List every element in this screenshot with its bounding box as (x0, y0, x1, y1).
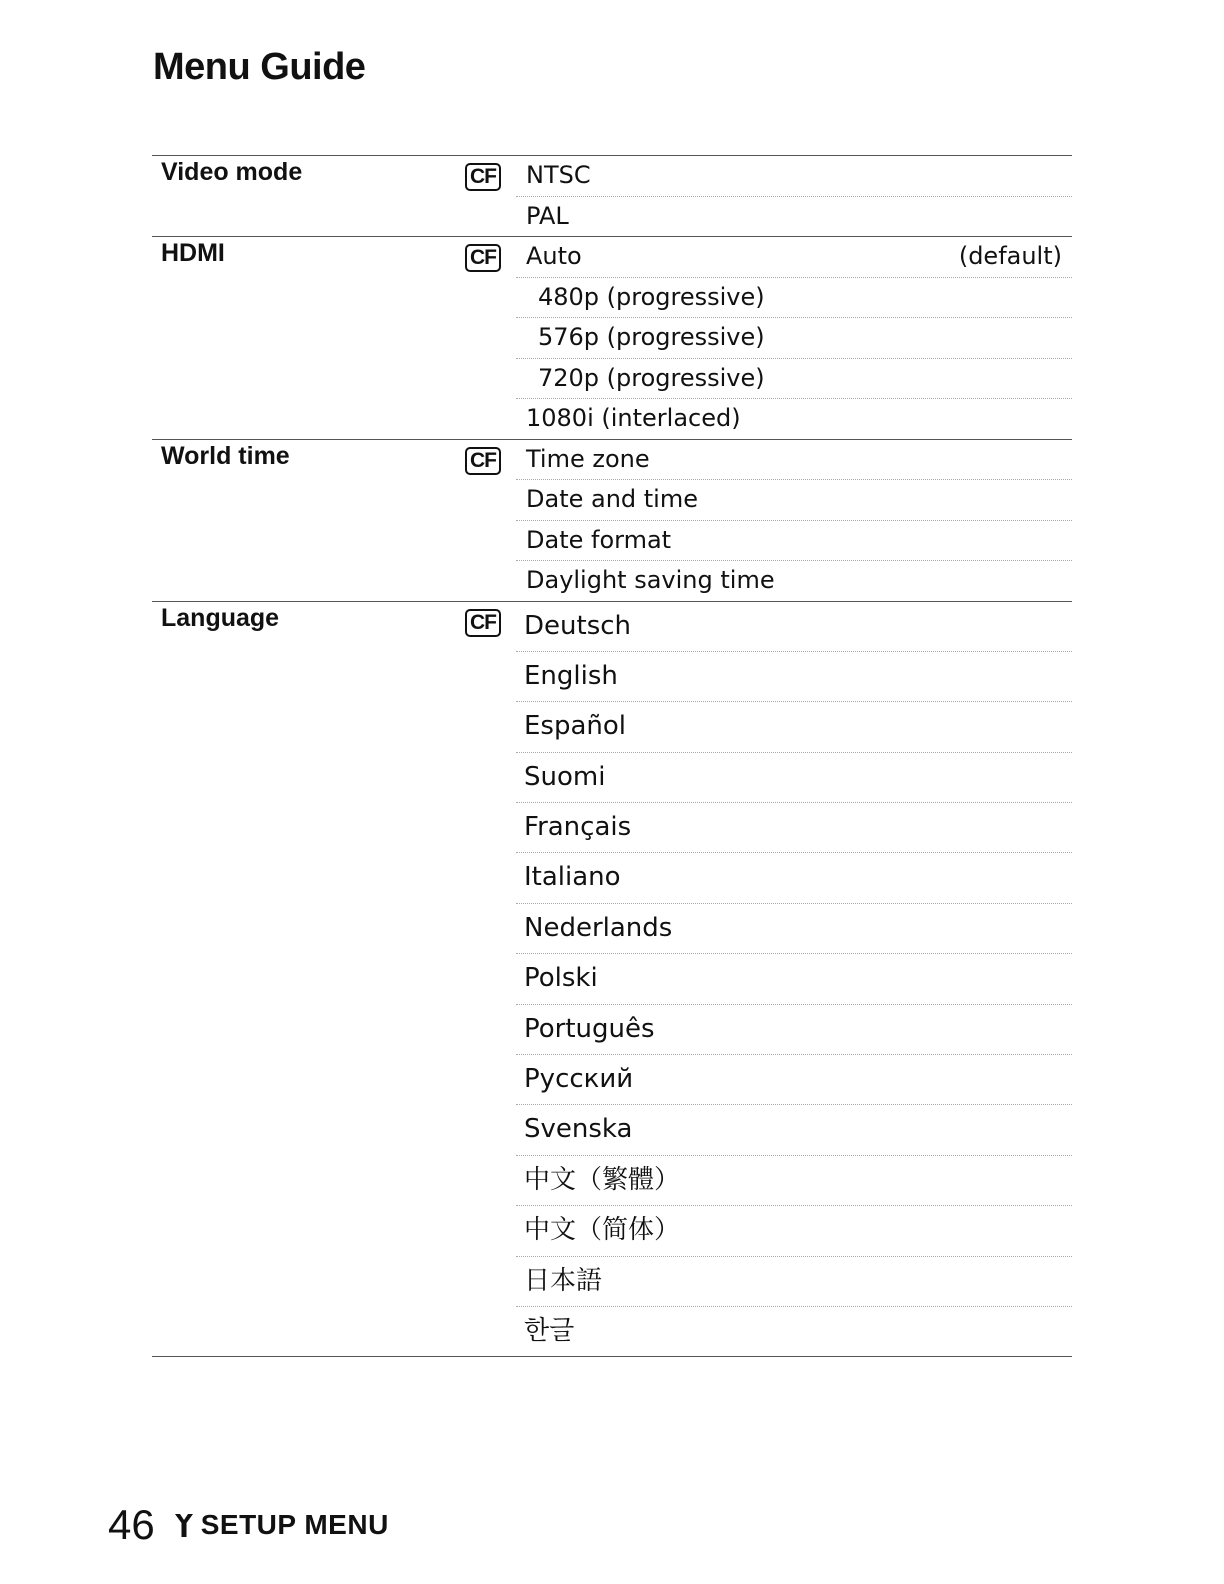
option-item: 720p (progressive) (516, 359, 1072, 400)
option-item: 日本語 (516, 1257, 1072, 1307)
option-list (516, 237, 1072, 439)
cf-badge-icon: CF (465, 447, 501, 475)
section-video-mode (152, 156, 1072, 237)
option-item: English (516, 652, 1072, 702)
option-item: Polski (516, 954, 1072, 1004)
section-name: World time (161, 441, 290, 470)
option-item: 1080i (interlaced) (526, 404, 741, 432)
cf-badge-icon: CF (465, 244, 501, 272)
option-label: Auto (526, 242, 582, 270)
option-item: Nederlands (516, 904, 1072, 954)
default-note: (default) (958, 242, 1062, 270)
option-item: Date and time (516, 480, 1072, 521)
option-item: Suomi (516, 753, 1072, 803)
section-language (152, 602, 1072, 1358)
option-item: PAL (526, 201, 569, 230)
option-item: 한글 (524, 1315, 575, 1346)
menu-table (152, 155, 1072, 1357)
option-list (516, 156, 1072, 236)
wrench-icon (173, 1512, 195, 1538)
option-item: Français (516, 803, 1072, 853)
option-list (516, 440, 1072, 601)
option-item: Русский (516, 1055, 1072, 1105)
option-item: Daylight saving time (526, 566, 775, 594)
cf-badge-icon: CF (465, 163, 501, 191)
option-item: NTSC (516, 156, 1072, 197)
section-label: SETUP MENU (200, 1509, 389, 1540)
option-item: 中文（繁體） (516, 1156, 1072, 1206)
section-name: Language (161, 603, 280, 632)
section-name: HDMI (161, 239, 225, 267)
option-item: Date format (516, 521, 1072, 562)
page-number: 46 (108, 1501, 155, 1548)
option-item: Deutsch (516, 602, 1072, 652)
option-item (516, 237, 1072, 278)
section-hdmi (152, 237, 1072, 440)
section-name: Video mode (161, 158, 303, 186)
option-list (516, 602, 1072, 1357)
option-item: 576p (progressive) (516, 318, 1072, 359)
option-item: Português (516, 1005, 1072, 1055)
option-item: 480p (progressive) (516, 278, 1072, 319)
option-item: Italiano (516, 853, 1072, 903)
option-item: Time zone (516, 440, 1072, 481)
option-item: 中文（简体） (516, 1206, 1072, 1256)
option-item: Español (516, 702, 1072, 752)
cf-badge-icon: CF (465, 609, 501, 637)
page-title: Menu Guide (153, 46, 366, 88)
page-footer (108, 1500, 389, 1550)
option-item: Svenska (516, 1105, 1072, 1155)
section-world-time (152, 440, 1072, 602)
